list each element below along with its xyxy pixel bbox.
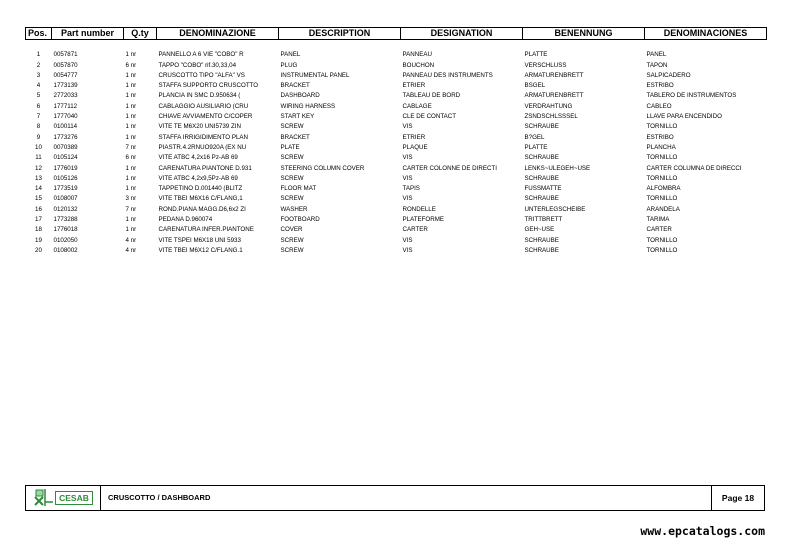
cell-part-number: 1773288 — [53, 216, 78, 224]
cell-part-number: 1773276 — [53, 133, 78, 141]
cell-part-number: 1773139 — [53, 82, 78, 90]
cell-qty: 1 nr — [125, 123, 137, 131]
cell-denominazione: PEDANA D.960074 — [158, 216, 213, 224]
cell-denominazione: ROND.PIANA MAGG.D6,6x2 ZI — [158, 205, 246, 213]
cell-designation: TABLEAU DE BORD — [402, 92, 461, 100]
cell-benennung: FUSSMATTE — [524, 185, 562, 193]
header-denominaciones: DENOMINACIONES — [645, 28, 767, 40]
cell-denominazione: VITE TBEI M6X16 C/FLANG,1 — [158, 195, 243, 203]
cell-denominazione: TAPPO "COBO" rif.30,33,04 — [158, 61, 237, 69]
cell-benennung: SCHRAUBE — [524, 246, 559, 254]
header-pos: Pos. — [26, 28, 52, 40]
cell-pos: 13 — [35, 174, 42, 182]
header-part-number: Part number — [52, 28, 124, 40]
cell-pos: 14 — [35, 185, 42, 193]
cell-denominaciones: TARIMA — [646, 216, 670, 224]
cell-designation: VIS — [402, 195, 413, 203]
cell-description: SCREW — [280, 246, 304, 254]
cell-description: BRACKET — [280, 133, 310, 141]
spacer-row — [26, 40, 767, 51]
cell-pos: 8 — [36, 123, 41, 131]
cell-pos: 9 — [36, 133, 41, 141]
cell-pos: 16 — [35, 205, 42, 213]
cell-pos: 7 — [36, 113, 41, 121]
table-row — [26, 133, 767, 143]
cell-pos: 12 — [35, 164, 42, 172]
cell-description: WASHER — [280, 205, 308, 213]
cell-benennung: SCHRAUBE — [524, 123, 559, 131]
table-row — [26, 194, 767, 204]
cell-designation: VIS — [402, 154, 413, 162]
cell-denominaciones: TORNILLO — [646, 123, 678, 131]
cell-denominaciones: CARTER — [646, 226, 672, 234]
cell-part-number: 0108002 — [53, 246, 78, 254]
header-description: DESCRIPTION — [279, 28, 401, 40]
cell-description: COVER — [280, 226, 303, 234]
cell-qty: 7 nr — [125, 205, 137, 213]
cell-pos: 11 — [35, 154, 42, 162]
table-row — [26, 143, 767, 153]
table-row — [26, 153, 767, 163]
cell-qty: 1 nr — [125, 133, 137, 141]
cell-qty: 1 nr — [125, 82, 137, 90]
cell-designation: PLAQUE — [402, 143, 428, 151]
cell-description: PLUG — [280, 61, 298, 69]
table-header-row — [26, 28, 767, 40]
table-row — [26, 205, 767, 215]
cell-denominaciones: TAPON — [646, 61, 668, 69]
cell-pos: 5 — [36, 92, 41, 100]
cell-benennung: GEH~USE — [524, 226, 555, 234]
cell-designation: CARTER COLONNE DE DIRECTI — [402, 164, 497, 172]
cell-denominaciones: ESTRIBO — [646, 133, 674, 141]
table-row — [26, 61, 767, 71]
cell-pos: 15 — [35, 195, 42, 203]
cell-denominazione: STAFFA IRRIGIDIMENTO PLAN — [158, 133, 249, 141]
cell-designation: VIS — [402, 246, 413, 254]
cell-part-number: 1773519 — [53, 185, 78, 193]
table-row — [26, 122, 767, 132]
cell-denominaciones: TORNILLO — [646, 174, 678, 182]
cell-qty: 1 nr — [125, 92, 137, 100]
cell-qty: 3 nr — [125, 195, 137, 203]
header-benennung: BENENNUNG — [523, 28, 645, 40]
table-row — [26, 174, 767, 184]
cell-benennung: ARMATURENBRETT — [524, 92, 584, 100]
cell-denominaciones: CARTER COLUMNA DE DIRECCI — [646, 164, 742, 172]
cell-part-number: 0120132 — [53, 205, 78, 213]
cell-designation: PANNEAU DES INSTRUMENTS — [402, 71, 493, 79]
forklift-icon — [34, 489, 54, 507]
logo-wordmark: CESAB — [55, 491, 93, 505]
cell-designation: PLATEFORME — [402, 216, 444, 224]
header-qty: Q.ty — [124, 28, 157, 40]
table-row — [26, 215, 767, 225]
cell-pos: 4 — [36, 82, 41, 90]
cell-qty: 4 nr — [125, 236, 137, 244]
page-number: Page 18 — [711, 486, 764, 510]
table-row — [26, 112, 767, 122]
cell-designation: VIS — [402, 236, 413, 244]
cell-part-number: 0105126 — [53, 174, 78, 182]
cell-denominaciones: ALFOMBRA — [646, 185, 681, 193]
table-row — [26, 81, 767, 91]
cell-benennung: ZSNDSCHLSSSEL — [524, 113, 578, 121]
cell-part-number: 1776018 — [53, 226, 78, 234]
cell-benennung: VERDRAHTUNG — [524, 102, 573, 110]
cell-qty: 1 nr — [125, 71, 137, 79]
cell-denominazione: VITE ATBC 4,2x16 Pz-AB 69 — [158, 154, 238, 162]
cell-description: DASHBOARD — [280, 92, 320, 100]
cell-qty: 6 nr — [125, 154, 137, 162]
cell-description: PLATE — [280, 143, 300, 151]
cell-description: PANEL — [280, 51, 301, 59]
cell-qty: 4 nr — [125, 246, 137, 254]
parts-table — [25, 27, 767, 256]
cell-denominaciones: TORNILLO — [646, 195, 678, 203]
cell-pos: 2 — [36, 61, 41, 69]
cell-benennung: SCHRAUBE — [524, 236, 559, 244]
cell-qty: 1 nr — [125, 102, 137, 110]
cell-benennung: SCHRAUBE — [524, 195, 559, 203]
cell-description: FLOOR MAT — [280, 185, 317, 193]
cell-denominaciones: ARANDELA — [646, 205, 680, 213]
cell-designation: CABLAGE — [402, 102, 432, 110]
cell-qty: 7 nr — [125, 143, 137, 151]
cell-denominaciones: CABLEO — [646, 102, 672, 110]
cell-denominaciones: PLANCHA — [646, 143, 676, 151]
table-row — [26, 225, 767, 235]
cell-denominazione: VITE TBEI M6X12 C/FLANG.1 — [158, 246, 243, 254]
cell-denominazione: PIASTR.4.2RNUO920A (EX NU — [158, 143, 247, 151]
cell-denominaciones: ESTRIBO — [646, 82, 674, 90]
cell-pos: 3 — [36, 71, 41, 79]
parts-body — [26, 40, 767, 257]
brand-logo — [26, 486, 101, 510]
cell-description: WIRING HARNESS — [280, 102, 336, 110]
cell-denominaciones: PANEL — [646, 51, 667, 59]
cell-qty: 1 nr — [125, 113, 137, 121]
cell-designation: ETRIER — [402, 133, 426, 141]
cell-part-number: 1776019 — [53, 164, 78, 172]
cell-part-number: 0057871 — [53, 51, 78, 59]
cell-part-number: 0102050 — [53, 236, 78, 244]
cell-part-number: 0100114 — [53, 123, 78, 131]
table-row — [26, 91, 767, 101]
cell-part-number: 1777040 — [53, 113, 78, 121]
cell-pos: 6 — [36, 102, 41, 110]
cell-pos: 1 — [36, 51, 41, 59]
cell-qty: 1 nr — [125, 174, 137, 182]
cell-benennung: TRITTBRETT — [524, 216, 563, 224]
cell-designation: CLE DE CONTACT — [402, 113, 457, 121]
watermark-link[interactable]: www.epcatalogs.com — [640, 524, 765, 538]
cell-denominaciones: SALPICADERO — [646, 71, 691, 79]
cell-qty: 1 nr — [125, 51, 137, 59]
cell-part-number: 1777112 — [53, 102, 78, 110]
cell-qty: 1 nr — [125, 164, 137, 172]
cell-designation: VIS — [402, 174, 413, 182]
page-footer — [25, 485, 765, 511]
cell-denominazione: PANNELLO A 6 VIE "COBO" R — [158, 51, 244, 59]
cell-benennung: B?GEL — [524, 133, 545, 141]
cell-benennung: ARMATURENBRETT — [524, 71, 584, 79]
table-row — [26, 102, 767, 112]
cell-benennung: UNTERLEGSCHEIBE — [524, 205, 586, 213]
table-row — [26, 50, 767, 60]
cell-pos: 10 — [35, 143, 42, 151]
cell-denominazione: TAPPETINO D.001440 (BLITZ — [158, 185, 243, 193]
cell-designation: RONDELLE — [402, 205, 436, 213]
cell-description: SCREW — [280, 154, 304, 162]
table-row — [26, 246, 767, 256]
header-denominazione: DENOMINAZIONE — [157, 28, 279, 40]
table-row — [26, 71, 767, 81]
cell-denominazione: PLANCIA IN SMC D.950634 ( — [158, 92, 241, 100]
cell-designation: PANNEAU — [402, 51, 432, 59]
cell-part-number: 0105124 — [53, 154, 78, 162]
table-row — [26, 236, 767, 246]
cell-pos: 17 — [35, 216, 42, 224]
cell-denominaciones: LLAVE PARA ENCENDIDO — [646, 113, 722, 121]
cell-part-number: 0057870 — [53, 61, 78, 69]
cell-description: SCREW — [280, 195, 304, 203]
cell-qty: 1 nr — [125, 216, 137, 224]
cell-qty: 1 nr — [125, 226, 137, 234]
cell-pos: 20 — [35, 246, 42, 254]
cell-part-number: 0070389 — [53, 143, 78, 151]
cell-designation: CARTER — [402, 226, 428, 234]
cell-part-number: 0108007 — [53, 195, 78, 203]
cell-designation: BOUCHON — [402, 61, 435, 69]
cell-description: SCREW — [280, 123, 304, 131]
table-row — [26, 184, 767, 194]
cell-denominazione: CARENATURA PIANTONE D.931 — [158, 164, 252, 172]
cell-benennung: LENKS~ULEGEH~USE — [524, 164, 591, 172]
cell-qty: 6 nr — [125, 61, 137, 69]
cell-denominaciones: TORNILLO — [646, 246, 678, 254]
cell-designation: ETRIER — [402, 82, 426, 90]
cell-denominazione: VITE TSPEI M6X18 UNI 5933 — [158, 236, 241, 244]
cell-description: BRACKET — [280, 82, 310, 90]
cell-pos: 19 — [35, 236, 42, 244]
cell-description: FOOTBOARD — [280, 216, 320, 224]
cell-designation: TAPIS — [402, 185, 420, 193]
cell-benennung: SCHRAUBE — [524, 174, 559, 182]
cell-benennung: PLATTE — [524, 51, 548, 59]
cell-description: START KEY — [280, 113, 315, 121]
cell-denominaciones: TORNILLO — [646, 236, 678, 244]
cell-description: SCREW — [280, 236, 304, 244]
header-designation: DESIGNATION — [401, 28, 523, 40]
cell-denominazione: CHIAVE AVVIAMENTO C/COPER — [158, 113, 253, 121]
cell-benennung: BSGEL — [524, 82, 546, 90]
cell-benennung: PLATTE — [524, 143, 548, 151]
cell-description: STEERING COLUMN COVER — [280, 164, 365, 172]
cell-qty: 1 nr — [125, 185, 137, 193]
cell-denominaciones: TABLERO DE INSTRUMENTOS — [646, 92, 737, 100]
cell-pos: 18 — [35, 226, 42, 234]
cell-denominazione: VITE TE M6X20 UNI5739 ZIN — [158, 123, 241, 131]
cell-denominazione: VITE ATBC 4,2x9,5Pz-AB 69 — [158, 174, 238, 182]
cell-denominazione: CRUSCOTTO TIPO "ALFA" VS — [158, 71, 245, 79]
section-title: CRUSCOTTO / DASHBOARD — [108, 493, 211, 502]
cell-denominazione: STAFFA SUPPORTO CRUSCOTTO — [158, 82, 259, 90]
cell-benennung: VERSCHLUSS — [524, 61, 567, 69]
cell-description: SCREW — [280, 174, 304, 182]
cell-part-number: 2772033 — [53, 92, 78, 100]
cell-benennung: SCHRAUBE — [524, 154, 559, 162]
cell-denominazione: CARENATURA INFER.PIANTONE — [158, 226, 254, 234]
cell-denominazione: CABLAGGIO AUSILIARIO (CRU — [158, 102, 249, 110]
cell-designation: VIS — [402, 123, 413, 131]
cell-denominaciones: TORNILLO — [646, 154, 678, 162]
cell-part-number: 0054777 — [53, 71, 78, 79]
cell-description: INSTRUMENTAL PANEL — [280, 71, 350, 79]
table-row — [26, 164, 767, 174]
